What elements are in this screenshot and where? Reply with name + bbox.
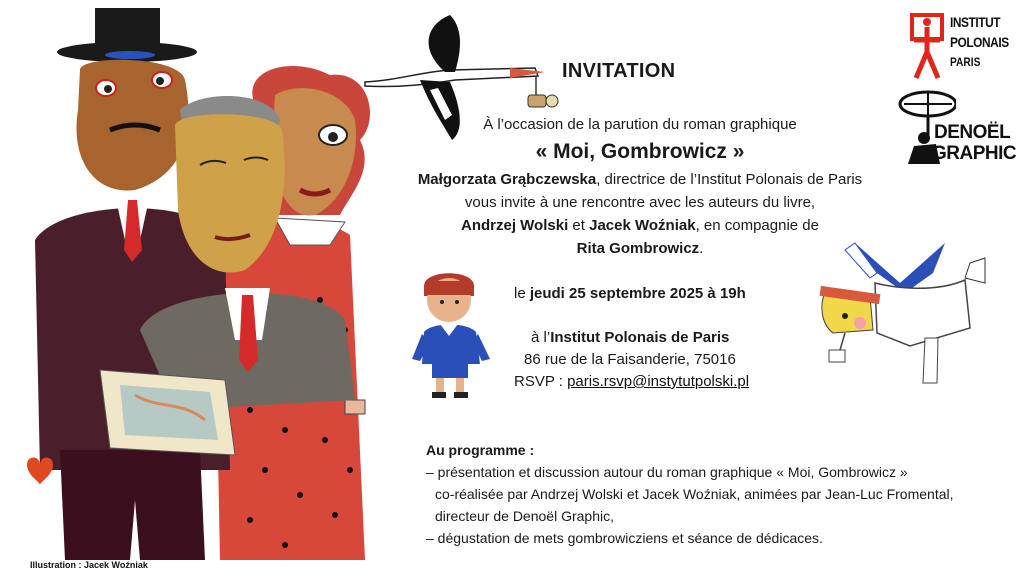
institut-polonais-mark-icon	[908, 12, 946, 82]
authors-line	[376, 216, 904, 236]
occasion-line: À l’occasion de la parution du roman graphique	[483, 116, 797, 133]
rsvp-label: RSVP :	[514, 373, 568, 390]
company-text: , en compagnie de	[695, 217, 819, 234]
rsvp-line	[514, 372, 749, 392]
institut-line2: POLONAIS	[950, 34, 1009, 50]
and-word: et	[568, 217, 590, 234]
host-role: , directrice de l’Institut Polonais de Paris	[596, 171, 863, 188]
institut-polonais-logo	[908, 12, 1018, 82]
programme-heading: Au programme :	[426, 442, 535, 458]
denoel-line2: GRAPHIC	[932, 143, 1017, 164]
author2: Jacek Woźniak	[589, 217, 696, 234]
invite-line: vous invite à une rencontre avec les auteurs du livre,	[464, 194, 816, 211]
book-title: « Moi, Gombrowicz »	[535, 140, 745, 163]
institut-line1: INSTITUT	[950, 14, 1001, 30]
date-value: jeudi 25 septembre 2025 à 19h	[529, 285, 746, 302]
illustration-credit: Illustration : Jacek Woźniak	[30, 560, 148, 570]
author1: Andrzej Wolski	[461, 217, 569, 234]
guest-end: .	[699, 240, 704, 257]
denoel-graphic-logo	[896, 88, 1022, 168]
venue-name-line	[531, 328, 729, 348]
invitation-title: INVITATION	[562, 60, 676, 82]
date-prefix: le	[514, 285, 530, 302]
rsvp-email-link[interactable]: paris.rsvp@instytutpolski.pl	[567, 373, 750, 390]
handstand-illustration	[815, 238, 995, 388]
guest-name: Rita Gombrowicz	[576, 240, 700, 257]
date-line	[514, 284, 746, 304]
characters-illustration	[0, 0, 380, 576]
programme-item1-line2: co-réalisée par Andrzej Wolski et Jacek Woźniak, animées par Jean-Luc Fromental,	[435, 486, 954, 502]
boy-illustration	[412, 264, 492, 400]
hat-man-figure	[27, 8, 230, 560]
programme-item1-line1: – présentation et discussion autour du roman graphique « Moi, Gombrowicz »	[426, 464, 908, 480]
institut-line3: PARIS	[950, 55, 981, 69]
venue-address: 86 rue de la Faisanderie, 75016	[524, 351, 736, 368]
host-line	[376, 170, 904, 190]
programme-item1-line3: directeur de Denoël Graphic,	[435, 508, 614, 524]
denoel-line1: DENOËL	[934, 122, 1011, 143]
host-name: Małgorzata Grąbczewska	[417, 171, 597, 188]
guest-line	[376, 239, 904, 259]
venue-name: Institut Polonais de Paris	[550, 329, 730, 346]
venue-prefix: à l’	[531, 329, 551, 346]
programme-item2: – dégustation de mets gombrowicziens et séance de dédicaces.	[426, 530, 823, 546]
